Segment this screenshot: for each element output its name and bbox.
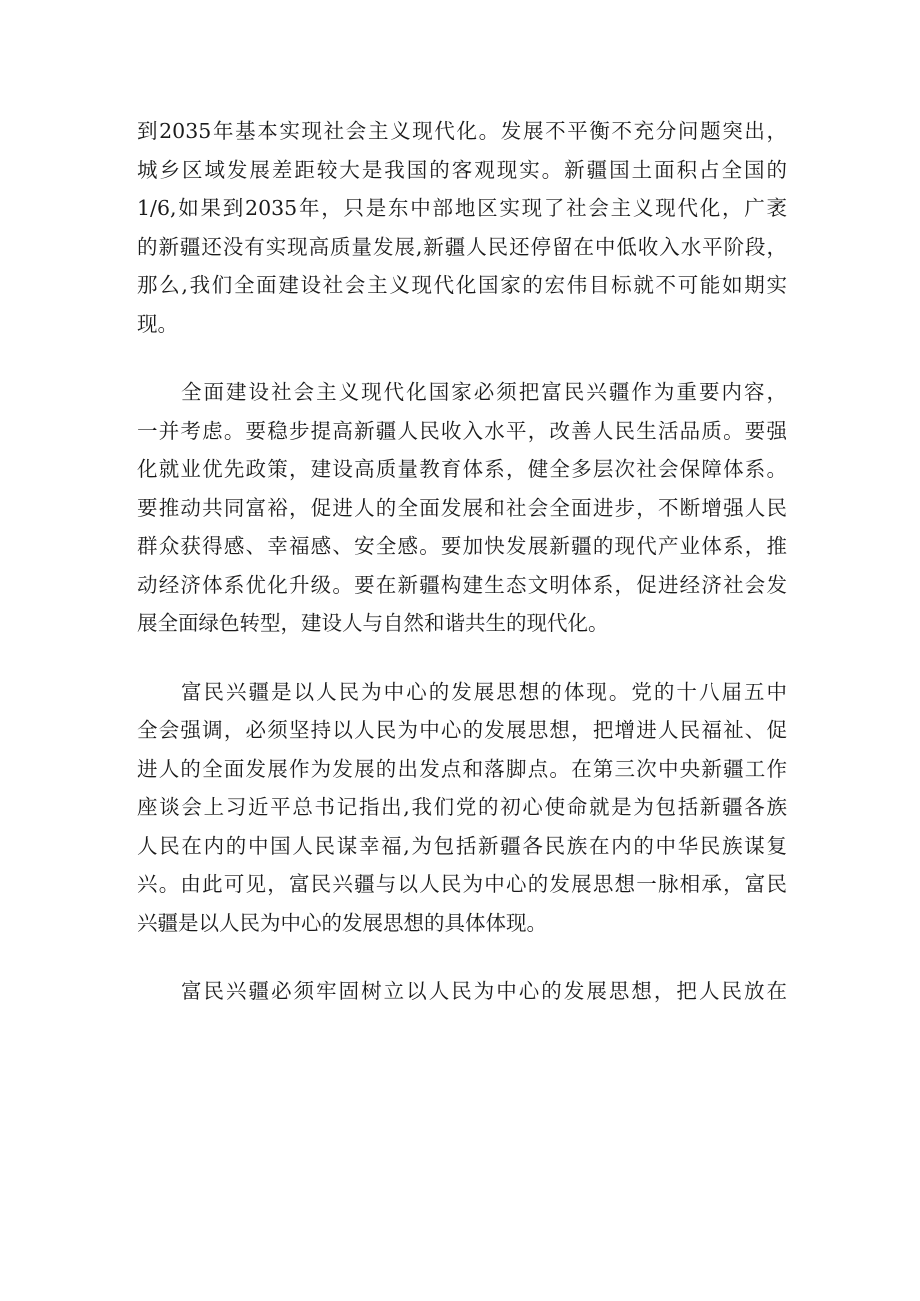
text-line: 1/6,如果到2035年，只是东中部地区实现了社会主义现代化，广袤	[137, 196, 787, 220]
text-line: 的新疆还没有实现高质量发展,新疆人民还停留在中低收入水平阶段，	[137, 234, 787, 259]
text-line: 要推动共同富裕，促进人的全面发展和社会全面进步，不断增强人民	[137, 495, 787, 520]
document-body	[137, 112, 787, 1011]
text-line: 到2035年基本实现社会主义现代化。发展不平衡不充分问题突出，	[137, 119, 787, 143]
text-line: 富民兴疆必须牢固树立以人民为中心的发展思想，把人民放在	[181, 979, 787, 1003]
paragraph-spacer	[137, 343, 787, 373]
text-line: 展全面绿色转型，建设人与自然和谐共生的现代化。	[137, 611, 609, 635]
text-line: 座谈会上习近平总书记指出,我们党的初心使命就是为包括新疆各族	[137, 795, 787, 819]
paragraph-spacer	[137, 942, 787, 972]
text-line: 进人的全面发展作为发展的出发点和落脚点。在第三次中央新疆工作	[137, 756, 787, 781]
text-line: 全面建设社会主义现代化国家必须把富民兴疆作为重要内容，	[181, 380, 787, 404]
paragraph-spacer	[137, 643, 787, 673]
text-line: 人民在内的中国人民谋幸福,为包括新疆各民族在内的中华民族谋复	[137, 833, 787, 858]
text-line: 全会强调，必须坚持以人民为中心的发展思想，把增进人民福祉、促	[137, 718, 787, 742]
text-line: 兴。由此可见，富民兴疆与以人民为中心的发展思想一脉相承，富民	[137, 872, 787, 896]
text-line: 化就业优先政策，建设高质量教育体系，健全多层次社会保障体系。	[137, 457, 787, 481]
text-line: 群众获得感、幸福感、安全感。要加快发展新疆的现代产业体系，推	[137, 534, 787, 558]
text-line: 兴疆是以人民为中心的发展思想的具体体现。	[137, 910, 547, 935]
paragraph-3	[137, 673, 787, 943]
paragraph-2	[137, 373, 787, 643]
text-line: 富民兴疆是以人民为中心的发展思想的体现。党的十八届五中	[181, 679, 787, 704]
text-line: 动经济体系优化升级。要在新疆构建生态文明体系，促进经济社会发	[137, 572, 787, 597]
paragraph-1	[137, 112, 787, 343]
paragraph-4	[137, 972, 787, 1011]
text-line: 那么,我们全面建设社会主义现代化国家的宏伟目标就不可能如期实	[137, 273, 787, 297]
text-line: 城乡区域发展差距较大是我国的客观现实。新疆国土面积占全国的	[137, 157, 787, 182]
text-line: 现。	[137, 311, 178, 336]
text-line: 一并考虑。要稳步提高新疆人民收入水平，改善人民生活品质。要强	[137, 418, 787, 443]
